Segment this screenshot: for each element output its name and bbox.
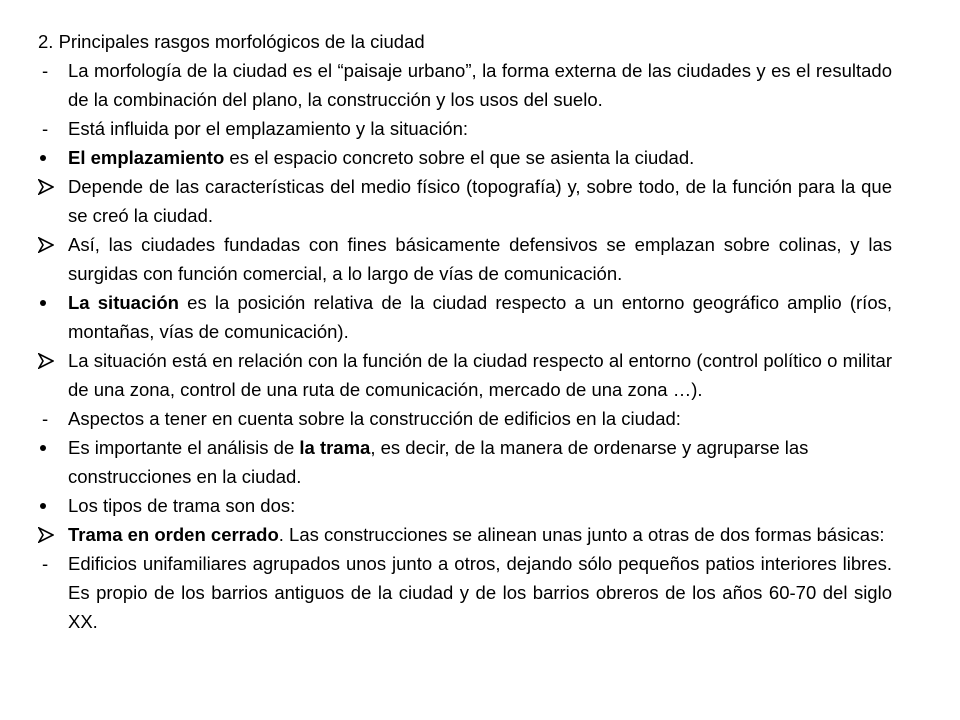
item-text: Los tipos de trama son dos: [68, 495, 296, 516]
dash-marker: - [42, 553, 49, 574]
item-text: La morfología de la ciudad es el “paisaje urbano”, la forma externa de las ciudades y es el resultado de la combinación del plano, la construcción y los usos del suelo. [68, 60, 892, 110]
dash-marker: - [42, 408, 49, 429]
item-text: Depende de las características del medio físico (topografía) y, sobre todo, de la función para la que se creó la ciudad. [68, 176, 892, 226]
item-text: , es decir, de la manera de ordenarse y agruparse las construcciones en la ciudad. [68, 437, 809, 487]
list-item [38, 520, 892, 549]
item-text: Aspectos a tener en cuenta sobre la construcción de edificios en la ciudad: [68, 408, 681, 429]
item-text: es el espacio concreto sobre el que se asienta la ciudad. [224, 147, 695, 168]
item-text: Edificios unifamiliares agrupados unos junto a otros, dejando sólo pequeños patios interiores libres. Es propio de los barrios antiguos de la ciudad y de los barrios obreros de los años 60-70 del siglo XX. [68, 553, 892, 632]
item-text-pre: Es importante el análisis de [68, 437, 300, 458]
list-item [38, 288, 892, 346]
document-body [38, 27, 892, 636]
item-bold-term: El emplazamiento [68, 147, 225, 168]
list-item [38, 433, 892, 491]
item-text: es la posición relativa de la ciudad respecto a un entorno geográfico amplio (ríos, montañas, vías de comunicación). [68, 292, 892, 342]
item-text: Así, las ciudades fundadas con fines básicamente defensivos se emplazan sobre colinas, y las surgidas con función comercial, a lo largo de vías de comunicación. [68, 234, 892, 284]
list-item [38, 143, 892, 172]
section-heading: 2. Principales rasgos morfológicos de la ciudad [38, 31, 425, 52]
list-item [38, 491, 892, 520]
item-bold-term: la trama [299, 437, 371, 458]
item-bold-term: La situación [68, 292, 179, 313]
list-item [38, 114, 892, 143]
list-item [38, 404, 892, 433]
item-text: La situación está en relación con la función de la ciudad respecto al entorno (control político o militar de una zona, control de una ruta de comunicación, mercado de una zona …). [68, 350, 892, 400]
item-text: . Las construcciones se alinean unas junto a otras de dos formas básicas: [278, 524, 885, 545]
item-bold-term: Trama en orden cerrado [68, 524, 279, 545]
list-item [38, 549, 892, 636]
list-item [38, 230, 892, 288]
list-item [38, 172, 892, 230]
item-text: Está influida por el emplazamiento y la situación: [68, 118, 469, 139]
list-item [38, 56, 892, 114]
list-item [38, 346, 892, 404]
dash-marker: - [42, 118, 49, 139]
dash-marker: - [42, 60, 49, 81]
